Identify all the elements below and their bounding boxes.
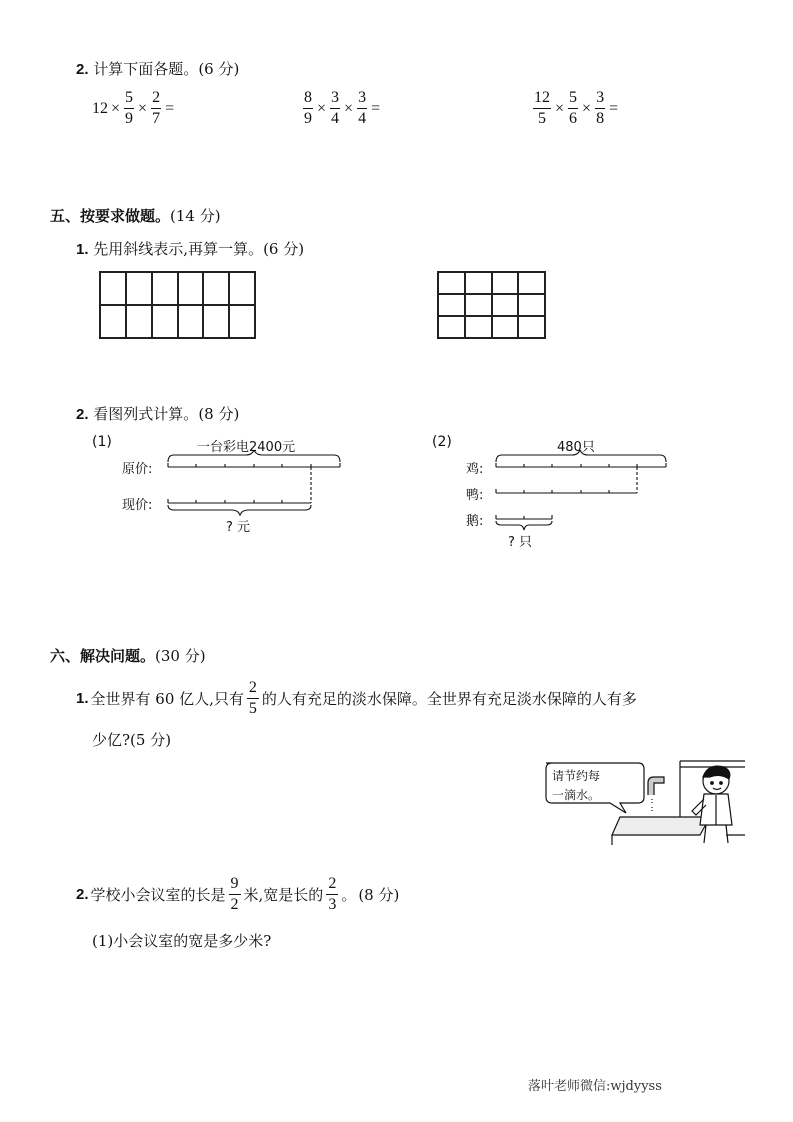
s6-q2-text-a: 学校小会议室的长是 (90, 886, 226, 904)
fraction (326, 876, 338, 913)
diagram2-row1-label: 鸡: (466, 462, 484, 477)
fraction (229, 876, 241, 913)
section5-title: 五、按要求做题。 (50, 207, 171, 225)
s6-q2-points: (8 分) (358, 886, 400, 904)
s5-q2-points: (8 分) (198, 405, 240, 423)
denominator: 5 (248, 700, 257, 717)
s6-q1-text-a: 全世界有 60 亿人,只有 (90, 690, 244, 708)
shading-grid-left[interactable] (99, 271, 256, 339)
times-sign: × (317, 99, 327, 117)
denominator: 5 (538, 110, 546, 127)
s6-q2-sub1: (1)小会议室的宽是多少米? (92, 932, 272, 950)
denominator: 8 (596, 110, 605, 127)
fraction (330, 90, 340, 127)
diagram1-row1-label: 原价: (122, 462, 153, 477)
diagram2-segment-diagram (490, 450, 672, 532)
diagram2-top-label: 480只 (557, 440, 595, 455)
denominator: 9 (304, 110, 312, 127)
s5-q2-number: 2. (76, 406, 89, 423)
s6-q1-text-b: 的人有充足的淡水保障。全世界有充足淡水保障的人有多 (261, 690, 637, 708)
fraction (247, 680, 259, 717)
times-sign: × (344, 99, 354, 117)
sink (612, 817, 710, 835)
s5-q2-heading (76, 403, 239, 424)
numerator: 8 (303, 90, 313, 109)
bubble-line-2: 一滴水。 (552, 788, 601, 802)
times-sign: × (138, 99, 148, 117)
diagram2-row2-label: 鸭: (466, 488, 484, 503)
s6-q1-points: (5 分) (130, 731, 172, 749)
s5-q1-text: 先用斜线表示,再算一算。 (93, 240, 264, 258)
denominator: 9 (125, 110, 134, 127)
diagram2-row3-label: 鹅: (466, 514, 484, 529)
numerator: 2 (151, 90, 161, 109)
numerator: 3 (357, 90, 367, 109)
numerator: 3 (330, 90, 340, 109)
s6-q1-number: 1. (76, 690, 89, 707)
section6-heading (50, 645, 206, 666)
s6-q2-line1 (76, 876, 399, 913)
diagram1-top-label: 一台彩电2400元 (197, 440, 296, 455)
denominator: 4 (331, 110, 340, 127)
top-brace (496, 450, 666, 462)
denominator: 7 (152, 110, 161, 127)
numerator: 3 (595, 90, 605, 109)
s6-q1-line2 (92, 729, 171, 750)
section5-points: (14 分) (170, 207, 221, 225)
diagram1-label: (1) (92, 434, 112, 450)
s6-q1-text-c: 少亿? (92, 731, 131, 749)
bottom-brace (168, 505, 311, 515)
equals-sign: = (371, 99, 381, 117)
denominator: 6 (569, 110, 578, 127)
denominator: 2 (230, 896, 239, 913)
diagram1-segment-diagram (160, 450, 346, 516)
fraction (124, 90, 134, 127)
fraction (568, 90, 578, 127)
top-brace (168, 450, 340, 462)
times-sign: × (555, 99, 565, 117)
denominator: 4 (358, 110, 367, 127)
numerator: 2 (326, 876, 338, 895)
s5-q1-points: (6 分) (263, 240, 305, 258)
fraction (595, 90, 605, 127)
diagram2-bottom-label: ? 只 (508, 535, 533, 550)
section5-heading (50, 205, 221, 226)
numerator: 9 (229, 876, 241, 895)
fraction (357, 90, 367, 127)
bottom-brace (496, 521, 552, 530)
q2-title: 计算下面各题。 (93, 60, 199, 78)
calc-problem-2 (302, 90, 380, 127)
calc-problem-1 (92, 90, 174, 127)
numerator: 2 (247, 680, 259, 699)
diagram2-label: (2) (432, 434, 452, 450)
tap-icon (648, 777, 664, 795)
fraction (533, 90, 551, 127)
s5-q1-heading (76, 238, 304, 259)
times-sign: × (582, 99, 592, 117)
s5-q2-text: 看图列式计算。 (93, 405, 199, 423)
section6-title: 六、解决问题。 (50, 647, 156, 665)
denominator: 3 (328, 896, 337, 913)
speech-bubble-text (552, 767, 600, 805)
fraction (151, 90, 161, 127)
numerator: 12 (533, 90, 551, 109)
diagram1-bottom-label: ? 元 (226, 520, 251, 535)
footer-contact: 落叶老师微信:wjdyyss (528, 1079, 662, 1094)
equals-sign: = (609, 99, 619, 117)
s6-q2-number: 2. (76, 886, 89, 903)
fraction (303, 90, 313, 127)
numerator: 5 (568, 90, 578, 109)
s6-q1-line1 (76, 680, 637, 717)
diagram1-row2-label: 现价: (122, 498, 153, 513)
s6-q2-text-b: 米,宽是长的 (243, 886, 324, 904)
s6-q2-text-c: 。 (341, 886, 357, 904)
q2-number: 2. (76, 61, 89, 78)
s5-q1-number: 1. (76, 241, 89, 258)
shading-grid-right[interactable] (437, 271, 546, 339)
numerator: 5 (124, 90, 134, 109)
times-sign: × (111, 99, 121, 117)
q2-points: (6 分) (198, 60, 240, 78)
q2-heading (76, 58, 239, 79)
section6-points: (30 分) (155, 647, 206, 665)
lead-number: 12 (92, 99, 108, 117)
bubble-line-1: 请节约每 (552, 769, 601, 783)
equals-sign: = (165, 99, 175, 117)
calc-problem-3 (532, 90, 618, 127)
